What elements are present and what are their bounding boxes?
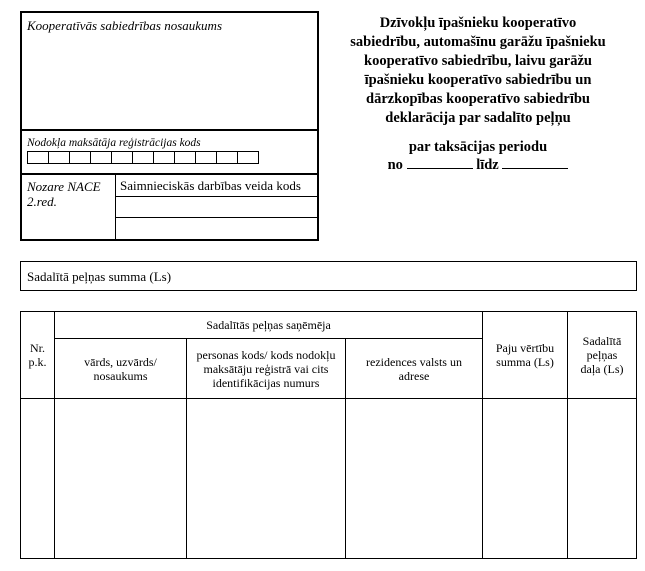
title-line: dārzkopības kooperatīvo sabiedrību [366, 91, 590, 107]
nace-divider [115, 175, 116, 239]
tax-code-digit-cell[interactable] [90, 151, 112, 164]
tax-code-field [22, 131, 317, 175]
tax-code-digit-cell[interactable] [237, 151, 259, 164]
recipients-table [20, 311, 637, 559]
tax-code-digit-cell[interactable] [195, 151, 217, 164]
company-name-label: Kooperatīvās sabiedrības nosaukums [27, 18, 222, 33]
period-to-label: līdz [476, 157, 499, 173]
col-header-shares-sum: Paju vērtību summa (Ls) [495, 341, 555, 369]
title-line: īpašnieku kooperatīvo sabiedrību un [364, 72, 592, 88]
period-to-field[interactable] [502, 156, 568, 169]
activity-code-label: Saimnieciskās darbības veida kods [120, 178, 301, 193]
declaration-title [322, 14, 634, 128]
company-info-box [20, 11, 319, 241]
company-name-field[interactable] [22, 13, 317, 131]
tax-code-digit-cell[interactable] [27, 151, 49, 164]
tax-code-digit-cell[interactable] [69, 151, 91, 164]
tax-period [322, 138, 634, 174]
title-line: deklarācija par sadalīto peļņu [385, 110, 571, 126]
tax-code-label: Nodokļa maksātāja reģistrācijas kods [27, 137, 201, 149]
tax-code-digit-cell[interactable] [216, 151, 238, 164]
tax-code-cells[interactable] [27, 151, 258, 164]
tax-code-digit-cell[interactable] [48, 151, 70, 164]
title-line: Dzīvokļu īpašnieku kooperatīvo [379, 15, 577, 31]
activity-row-divider [115, 196, 317, 197]
period-from-field[interactable] [407, 156, 473, 169]
profit-sum-field[interactable] [20, 261, 637, 291]
activity-row-divider [115, 217, 317, 218]
nace-section [22, 175, 317, 239]
col-header-profit-part: Sadalītā peļņas daļa (Ls) [580, 334, 624, 376]
tax-code-digit-cell[interactable] [174, 151, 196, 164]
col-header-nr: Nr. p.k. [28, 341, 47, 369]
tax-period-range [322, 156, 634, 174]
col-header-code: personas kods/ kods nodokļu maksātāju reģistrā vai cits identifikācijas numurs [196, 347, 336, 390]
tax-code-digit-cell[interactable] [153, 151, 175, 164]
col-header-residence: rezidences valsts un adrese [366, 354, 462, 383]
table-body-empty[interactable] [21, 399, 636, 558]
title-line: kooperatīvo sabiedrību, laivu garāžu [364, 53, 592, 69]
nace-label: Nozare NACE 2.red. [27, 179, 101, 209]
title-line: sabiedrību, automašīnu garāžu īpašnieku [350, 34, 606, 50]
period-from-label: no [387, 157, 403, 173]
col-header-name: vārds, uzvārds/ nosaukums [84, 354, 157, 383]
profit-sum-label: Sadalītā peļņas summa (Ls) [27, 269, 172, 284]
col-group-header-recipient: Sadalītās peļņas saņēmēja [206, 318, 331, 332]
tax-code-digit-cell[interactable] [111, 151, 133, 164]
tax-code-digit-cell[interactable] [132, 151, 154, 164]
tax-period-label: par taksācijas periodu [408, 139, 548, 155]
